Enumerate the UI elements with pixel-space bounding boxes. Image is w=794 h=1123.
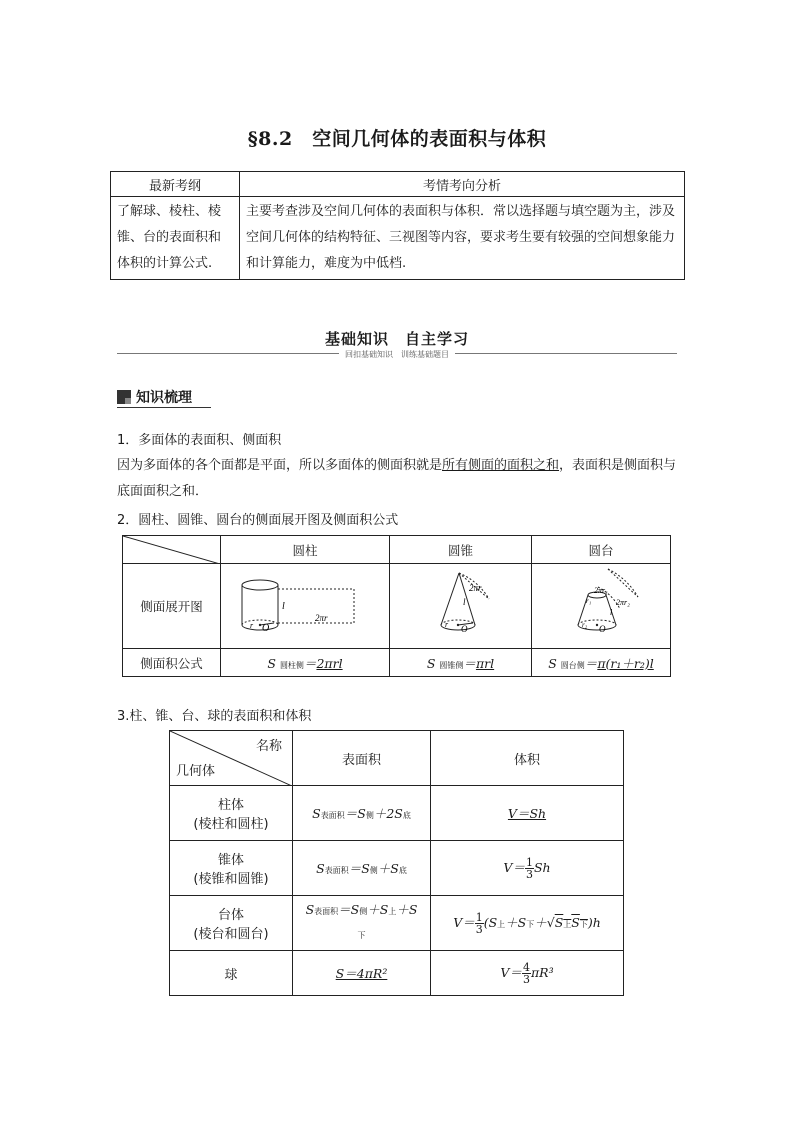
- col-frustum: 圆台: [532, 536, 671, 564]
- svg-text:O: O: [262, 622, 270, 634]
- section-subheading: 回扣基础知识 训练基础题目: [117, 349, 677, 360]
- syllabus-col1-header: 最新考纲: [111, 172, 240, 197]
- frustum-net-icon: [536, 565, 666, 645]
- svg-text:l: l: [282, 600, 285, 612]
- svg-text:r: r: [444, 619, 448, 629]
- pyramid-volume: V＝ $\frac{1}{3}$ Sh: [431, 841, 624, 896]
- svg-text:2πr₁: 2πr₁: [594, 585, 608, 595]
- prism-surface: S表面积＝S侧＋2S底: [293, 786, 431, 841]
- frustum-formula: S 圆台侧＝π(r₁＋r₂)l: [532, 649, 671, 677]
- corner-cell: 名称 几何体: [170, 731, 293, 786]
- pyramid-surface: S表面积＝S侧＋S底: [293, 841, 431, 896]
- row-pyramid: 锥体 (棱锥和圆锥): [170, 841, 293, 896]
- row-frustum: 台体 (棱台和圆台): [170, 896, 293, 951]
- knowledge-box-underline: [117, 407, 211, 408]
- knowledge-box-title: 知识梳理: [117, 387, 211, 409]
- svg-text:r₂: r₂: [582, 620, 588, 629]
- item3-heading: 3.柱、锥、台、球的表面积和体积: [117, 709, 312, 724]
- cylinder-net-icon: [230, 565, 380, 645]
- corner-cell: [123, 536, 221, 564]
- frustum-net-figure: [532, 564, 671, 649]
- svg-text:l: l: [610, 607, 613, 617]
- svg-text:r: r: [250, 620, 254, 630]
- row-sphere: 球: [170, 951, 293, 996]
- row-prism: 柱体 (棱柱和圆柱): [170, 786, 293, 841]
- page-title: §8.2 空间几何体的表面积与体积: [247, 128, 547, 150]
- syllabus-col1-body: 了解球、棱柱、棱锥、台的表面积和体积的计算公式.: [111, 197, 240, 280]
- frustum-surface: S表面积＝S侧＋S上＋S 下: [293, 896, 431, 951]
- cone-formula: S 圆锥侧＝πrl: [390, 649, 532, 677]
- svg-text:2πr: 2πr: [468, 582, 482, 593]
- cone-net-figure: [390, 564, 532, 649]
- surface-volume-table: [169, 730, 624, 996]
- svg-text:l: l: [462, 596, 466, 607]
- row-formula-label: 侧面积公式: [123, 649, 221, 677]
- diagonal-line: [123, 536, 220, 564]
- square-icon: [117, 390, 131, 404]
- sphere-surface: S＝4πR²: [293, 951, 431, 996]
- frustum-volume: V＝ $\frac{1}{3}$ (S上＋S下＋√S上S下)h: [431, 896, 624, 951]
- cylinder-formula: S 圆柱侧＝2πrl: [221, 649, 390, 677]
- section-heading: 基础知识 自主学习: [324, 330, 469, 348]
- col-volume: 体积: [431, 731, 624, 786]
- svg-text:O: O: [460, 623, 467, 634]
- item1-text: 因为多面体的各个面都是平面，所以多面体的侧面积就是所有侧面的面积之和，表面积是侧面积与底面面积之和．: [117, 458, 677, 499]
- col-cylinder: 圆柱: [221, 536, 390, 564]
- col-cone: 圆锥: [390, 536, 532, 564]
- syllabus-col2-body: 主要考查涉及空间几何体的表面积与体积．常以选择题与填空题为主，涉及空间几何体的结构特征、三视图等内容，要求考生要有较强的空间想象能力和计算能力，难度为中低档.: [240, 197, 685, 280]
- prism-volume: V＝Sh: [431, 786, 624, 841]
- col-surface: 表面积: [293, 731, 431, 786]
- row-net-label: 侧面展开图: [123, 564, 221, 649]
- svg-text:2πr: 2πr: [315, 612, 328, 623]
- item2-heading: 2．圆柱、圆锥、圆台的侧面展开图及侧面积公式: [117, 513, 399, 528]
- cylinder-net-figure: [221, 564, 390, 649]
- svg-text:2πr₂: 2πr₂: [616, 597, 630, 607]
- svg-text:O: O: [599, 623, 606, 634]
- lateral-area-table: [122, 535, 671, 677]
- svg-text:r₁: r₁: [586, 596, 592, 605]
- sphere-volume: V＝ $\frac{4}{3}$ πR³: [431, 951, 624, 996]
- syllabus-col2-header: 考情考向分析: [240, 172, 685, 197]
- cone-net-icon: [401, 565, 521, 645]
- item1-heading: 1．多面体的表面积、侧面积: [117, 433, 282, 448]
- syllabus-table: [110, 171, 685, 280]
